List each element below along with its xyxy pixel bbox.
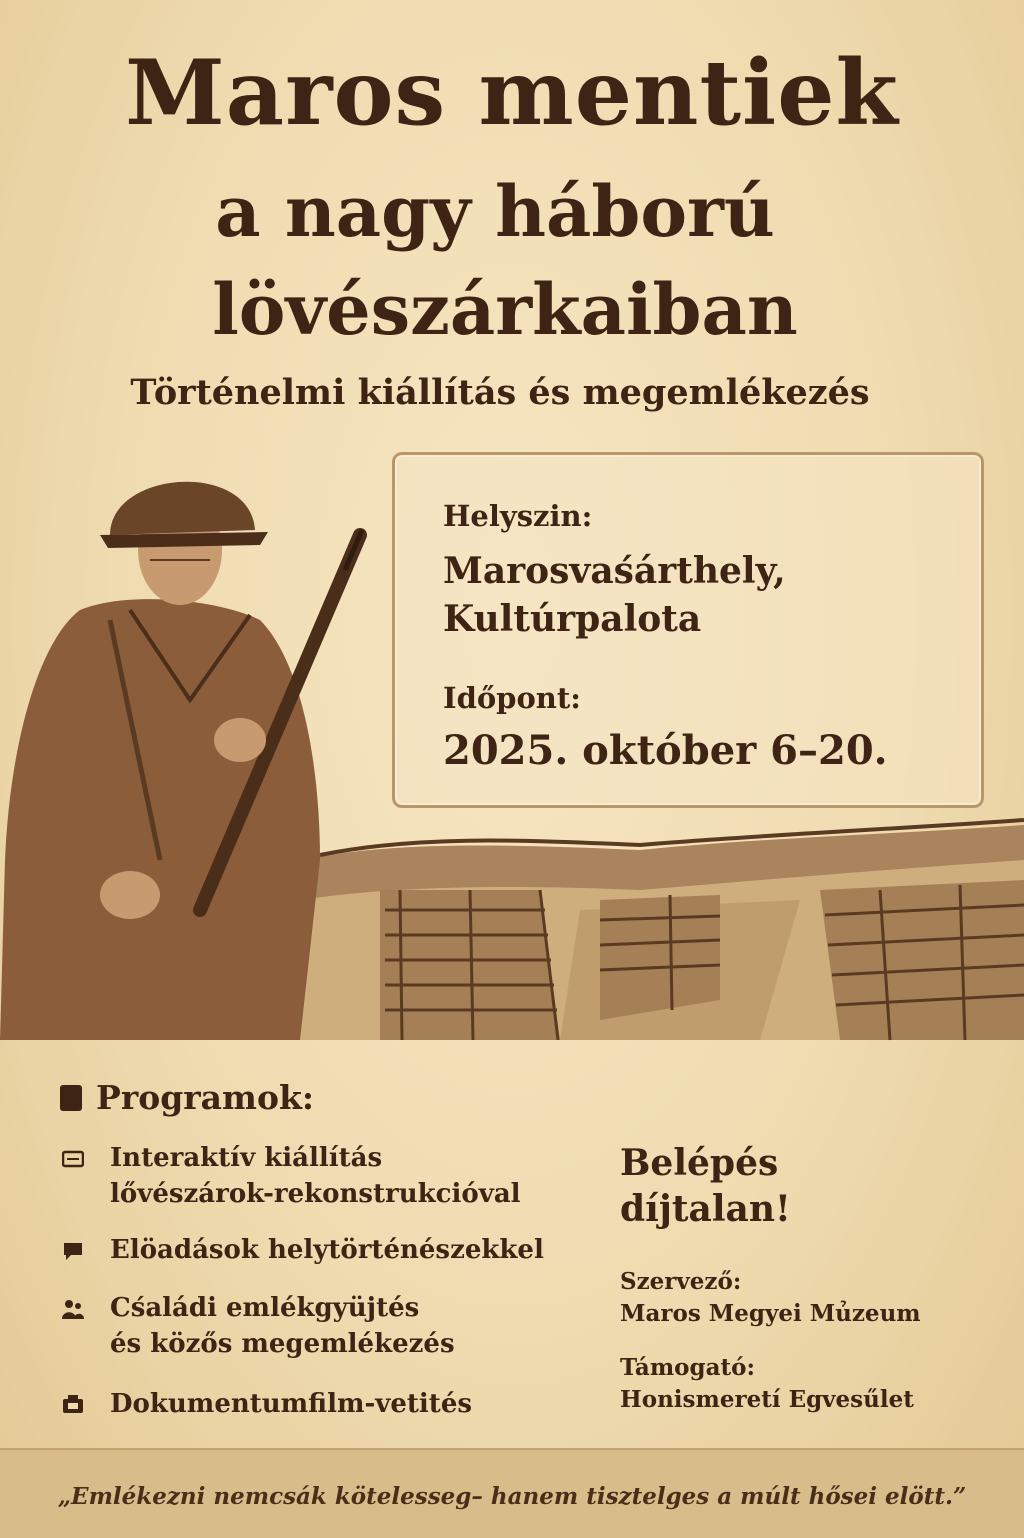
programs-heading bbox=[60, 1078, 314, 1117]
speech-bubble-icon bbox=[62, 1240, 84, 1262]
soldier-figure bbox=[0, 482, 362, 1040]
bookmark-icon bbox=[60, 1085, 82, 1111]
event-info-box bbox=[392, 452, 984, 808]
title-line-1: Maros mentiek bbox=[125, 40, 899, 146]
organizer-label: Szervező: bbox=[620, 1268, 742, 1295]
title-line-2: a nagy háború bbox=[215, 170, 775, 253]
supporter-label: Támogató: bbox=[620, 1354, 755, 1381]
film-icon bbox=[62, 1394, 84, 1416]
location-label: Helyszin: bbox=[443, 499, 593, 533]
program-4-line-1: Dokumentumfilm-vetités bbox=[110, 1389, 472, 1419]
program-1-line-1: Interaktív kiállítás bbox=[110, 1143, 383, 1173]
footer-quote: „Emlékezni nemcsák kötelesseg– hanem tisztelges a múlt hősei elött.” bbox=[57, 1483, 967, 1510]
program-item bbox=[62, 1290, 455, 1362]
location-line-2: Kultúrpalota bbox=[443, 598, 702, 640]
program-item bbox=[62, 1386, 472, 1422]
organizer-value: Maros Megyei Mủzeum bbox=[620, 1300, 921, 1327]
free-entry-notice bbox=[620, 1140, 791, 1232]
date-value: 2025. október 6–20. bbox=[443, 727, 888, 774]
people-icon bbox=[62, 1298, 84, 1320]
program-2-line-1: Elöadások helytörténészekkel bbox=[110, 1235, 544, 1265]
trench-scene bbox=[300, 820, 1024, 1040]
title-line-3: lövészárkaiban bbox=[212, 268, 798, 351]
location-line-1: Marosvaśárthely, bbox=[443, 550, 786, 592]
supporter-value: Honismeretí Egvesűlet bbox=[620, 1386, 914, 1413]
subtitle: Történelmi kiállítás és megemlékezés bbox=[130, 372, 870, 413]
program-1-line-2: lővészárok-rekonstrukcióval bbox=[110, 1179, 521, 1209]
program-item bbox=[62, 1140, 521, 1212]
program-3-line-1: Cśaládi emlékgyüjtés bbox=[110, 1293, 420, 1323]
entry-line-2: díjtalan! bbox=[620, 1188, 791, 1230]
date-label: Időpont: bbox=[443, 681, 581, 715]
programs-heading-text: Programok: bbox=[96, 1078, 315, 1117]
exhibit-icon bbox=[62, 1148, 84, 1170]
program-item bbox=[62, 1232, 544, 1268]
program-3-line-2: és közős megemlékezés bbox=[110, 1329, 455, 1359]
entry-line-1: Belépés bbox=[620, 1142, 779, 1184]
